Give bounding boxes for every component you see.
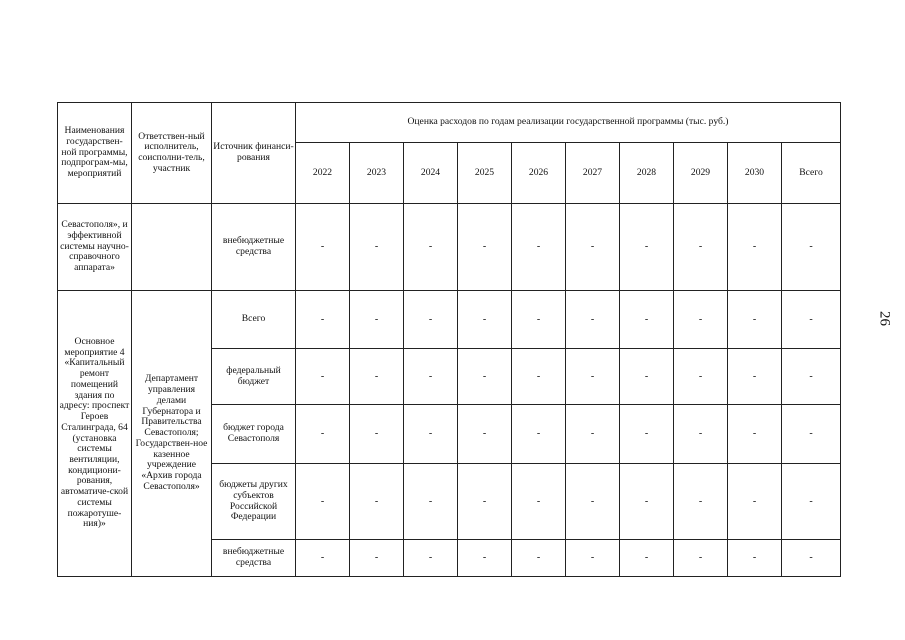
value-cell: - bbox=[350, 464, 404, 540]
value-cell: - bbox=[674, 540, 728, 577]
value-cell: - bbox=[728, 464, 782, 540]
header-total: Всего bbox=[782, 143, 841, 204]
value-cell: - bbox=[728, 540, 782, 577]
value-cell: - bbox=[404, 405, 458, 464]
value-cell: - bbox=[296, 405, 350, 464]
header-year: 2022 bbox=[296, 143, 350, 204]
row-responsible: Департамент управления делами Губернатора и Правительства Севастополя; Государствен-ное казенное учреждение «Архив города Севастополя» bbox=[132, 291, 212, 577]
value-cell: - bbox=[404, 540, 458, 577]
value-cell: - bbox=[512, 349, 566, 405]
value-cell: - bbox=[620, 291, 674, 349]
row-funding-source: Всего bbox=[212, 291, 296, 349]
value-cell: - bbox=[458, 349, 512, 405]
value-cell: - bbox=[350, 291, 404, 349]
header-year: 2030 bbox=[728, 143, 782, 204]
value-cell: - bbox=[728, 291, 782, 349]
value-cell: - bbox=[566, 405, 620, 464]
value-cell: - bbox=[404, 291, 458, 349]
value-cell: - bbox=[350, 540, 404, 577]
value-cell: - bbox=[674, 405, 728, 464]
header-year: 2029 bbox=[674, 143, 728, 204]
header-year: 2023 bbox=[350, 143, 404, 204]
value-cell-total: - bbox=[782, 349, 841, 405]
value-cell: - bbox=[296, 540, 350, 577]
value-cell: - bbox=[674, 349, 728, 405]
header-program-name: Наименования государствен-ной программы, подпрограм-мы, мероприятий bbox=[58, 103, 132, 204]
value-cell: - bbox=[674, 464, 728, 540]
value-cell: - bbox=[296, 349, 350, 405]
value-cell: - bbox=[350, 349, 404, 405]
value-cell: - bbox=[350, 204, 404, 291]
header-expense-estimate: Оценка расходов по годам реализации государственной программы (тыс. руб.) bbox=[296, 103, 841, 143]
value-cell: - bbox=[350, 405, 404, 464]
header-year: 2025 bbox=[458, 143, 512, 204]
value-cell-total: - bbox=[782, 204, 841, 291]
value-cell: - bbox=[512, 204, 566, 291]
value-cell: - bbox=[458, 540, 512, 577]
value-cell: - bbox=[728, 349, 782, 405]
value-cell: - bbox=[566, 464, 620, 540]
value-cell: - bbox=[296, 291, 350, 349]
value-cell: - bbox=[404, 349, 458, 405]
value-cell: - bbox=[728, 405, 782, 464]
row-funding-source: внебюджетные средства bbox=[212, 204, 296, 291]
value-cell-total: - bbox=[782, 464, 841, 540]
value-cell: - bbox=[728, 204, 782, 291]
expenditure-table bbox=[57, 102, 841, 577]
value-cell: - bbox=[620, 540, 674, 577]
value-cell: - bbox=[512, 405, 566, 464]
value-cell: - bbox=[458, 291, 512, 349]
row-responsible bbox=[132, 204, 212, 291]
header-responsible: Ответствен-ный исполнитель, соисполни-тель, участник bbox=[132, 103, 212, 204]
value-cell: - bbox=[620, 349, 674, 405]
value-cell: - bbox=[566, 540, 620, 577]
value-cell: - bbox=[296, 464, 350, 540]
row-program-name: Основное мероприятие 4 «Капитальный ремонт помещений здания по адресу: проспект Героев Сталинграда, 64 (установка системы вентиляции, кондициони-рования, автоматиче-ской системы пожаротуше-ния)» bbox=[58, 291, 132, 577]
value-cell: - bbox=[458, 204, 512, 291]
value-cell: - bbox=[458, 464, 512, 540]
value-cell: - bbox=[620, 464, 674, 540]
value-cell: - bbox=[674, 204, 728, 291]
header-funding-source: Источник финанси-рования bbox=[212, 103, 296, 204]
value-cell: - bbox=[566, 291, 620, 349]
value-cell: - bbox=[458, 405, 512, 464]
row-program-name: Севастополя», и эффективной системы научно-справочного аппарата» bbox=[58, 204, 132, 291]
value-cell-total: - bbox=[782, 405, 841, 464]
value-cell: - bbox=[566, 204, 620, 291]
value-cell: - bbox=[620, 405, 674, 464]
value-cell: - bbox=[404, 204, 458, 291]
value-cell: - bbox=[512, 291, 566, 349]
row-funding-source: внебюджетные средства bbox=[212, 540, 296, 577]
value-cell: - bbox=[566, 349, 620, 405]
value-cell: - bbox=[674, 291, 728, 349]
value-cell: - bbox=[620, 204, 674, 291]
header-year: 2028 bbox=[620, 143, 674, 204]
value-cell: - bbox=[404, 464, 458, 540]
row-funding-source: бюджет города Севастополя bbox=[212, 405, 296, 464]
row-funding-source: федеральный бюджет bbox=[212, 349, 296, 405]
header-year: 2026 bbox=[512, 143, 566, 204]
value-cell-total: - bbox=[782, 540, 841, 577]
value-cell: - bbox=[512, 464, 566, 540]
header-year: 2024 bbox=[404, 143, 458, 204]
value-cell: - bbox=[296, 204, 350, 291]
value-cell-total: - bbox=[782, 291, 841, 349]
header-year: 2027 bbox=[566, 143, 620, 204]
value-cell: - bbox=[512, 540, 566, 577]
row-funding-source: бюджеты других субъектов Российской Федерации bbox=[212, 464, 296, 540]
page-number: 26 bbox=[876, 311, 893, 326]
